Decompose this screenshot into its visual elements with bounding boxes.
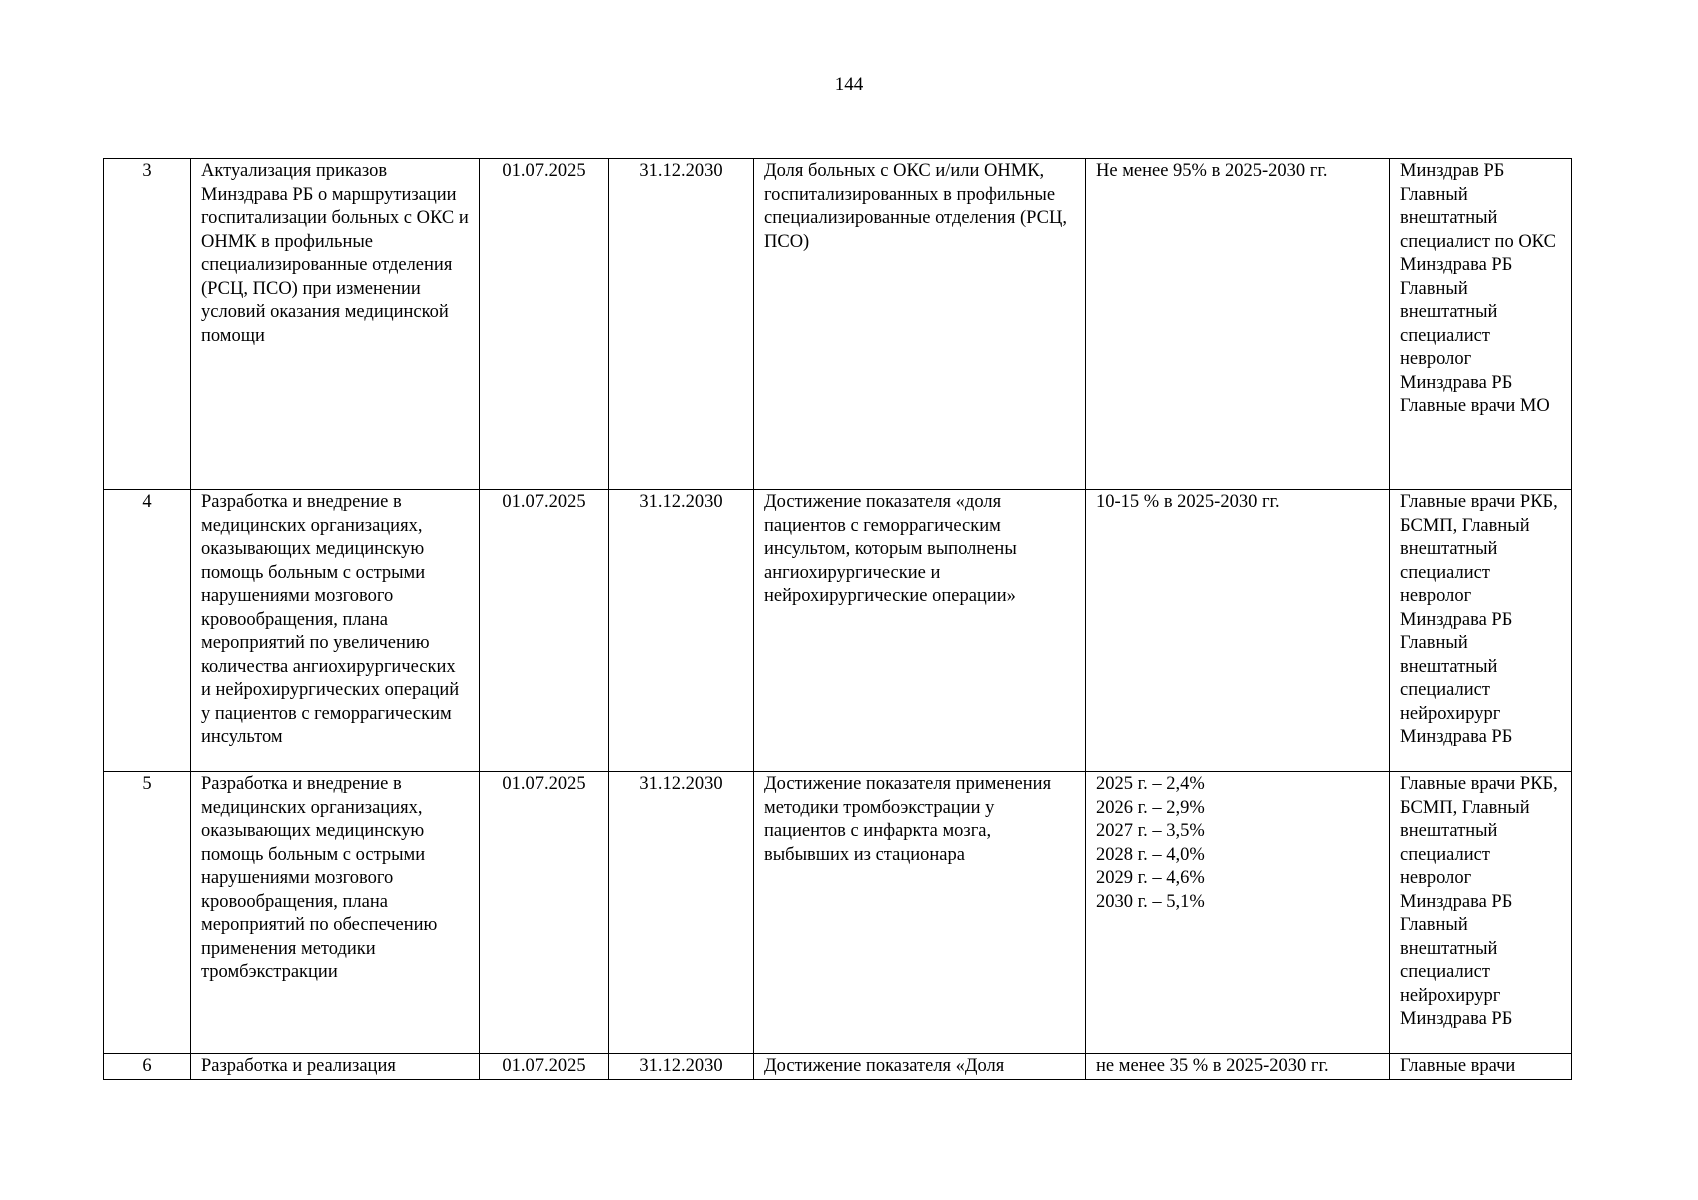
responsible-cell: Минздрав РБ Главный внештатный специалист по ОКС Минздрава РБ Главный внештатный специалист невролог Минздрава РБ Главные врачи МО (1390, 159, 1572, 490)
start-date-cell: 01.07.2025 (480, 159, 609, 490)
table-row (104, 159, 1572, 490)
end-date-cell: 31.12.2030 (609, 159, 754, 490)
event-cell: Разработка и внедрение в медицинских организациях, оказывающих медицинскую помощь больным с острыми нарушениями мозгового кровообращения, плана мероприятий по обеспечению применения методики тромбэкстракции (191, 772, 480, 1054)
row-number: 5 (104, 772, 191, 1054)
indicator-cell: Достижение показателя применения методики тромбоэкстрации у пациентов с инфаркта мозга, выбывших из стационара (754, 772, 1086, 1054)
activities-table (103, 158, 1572, 1080)
responsible-cell: Главные врачи (1390, 1054, 1572, 1080)
table-row (104, 490, 1572, 772)
table-row (104, 1054, 1572, 1080)
target-value-cell: 10-15 % в 2025-2030 гг. (1086, 490, 1390, 772)
indicator-cell: Достижение показателя «Доля (754, 1054, 1086, 1080)
end-date-cell: 31.12.2030 (609, 772, 754, 1054)
page-number: 144 (834, 74, 864, 95)
row-number: 4 (104, 490, 191, 772)
indicator-cell: Доля больных с ОКС и/или ОНМК, госпитализированных в профильные специализированные отделения (РСЦ, ПСО) (754, 159, 1086, 490)
row-number: 6 (104, 1054, 191, 1080)
table-row (104, 772, 1572, 1054)
end-date-cell: 31.12.2030 (609, 1054, 754, 1080)
end-date-cell: 31.12.2030 (609, 490, 754, 772)
responsible-cell: Главные врачи РКБ, БСМП, Главный внештатный специалист невролог Минздрава РБ Главный внештатный специалист нейрохирург Минздрава РБ (1390, 490, 1572, 772)
start-date-cell: 01.07.2025 (480, 772, 609, 1054)
indicator-cell: Достижение показателя «доля пациентов с геморрагическим инсультом, которым выполнены ангиохирургические и нейрохирургические операции» (754, 490, 1086, 772)
target-value-cell: Не менее 95% в 2025-2030 гг. (1086, 159, 1390, 490)
event-cell: Актуализация приказов Минздрава РБ о маршрутизации госпитализации больных с ОКС и ОНМК в профильные специализированные отделения (РСЦ, ПСО) при изменении условий оказания медицинской помощи (191, 159, 480, 490)
start-date-cell: 01.07.2025 (480, 490, 609, 772)
row-number: 3 (104, 159, 191, 490)
start-date-cell: 01.07.2025 (480, 1054, 609, 1080)
target-value-cell: 2025 г. – 2,4% 2026 г. – 2,9% 2027 г. – 3,5% 2028 г. – 4,0% 2029 г. – 4,6% 2030 г. – 5,1% (1086, 772, 1390, 1054)
responsible-cell: Главные врачи РКБ, БСМП, Главный внештатный специалист невролог Минздрава РБ Главный внештатный специалист нейрохирург Минздрава РБ (1390, 772, 1572, 1054)
event-cell: Разработка и внедрение в медицинских организациях, оказывающих медицинскую помощь больным с острыми нарушениями мозгового кровообращения, плана мероприятий по увеличению количества ангиохирургических и нейрохирургических операций у пациентов с геморрагическим инсультом (191, 490, 480, 772)
target-value-cell: не менее 35 % в 2025-2030 гг. (1086, 1054, 1390, 1080)
event-cell: Разработка и реализация (191, 1054, 480, 1080)
